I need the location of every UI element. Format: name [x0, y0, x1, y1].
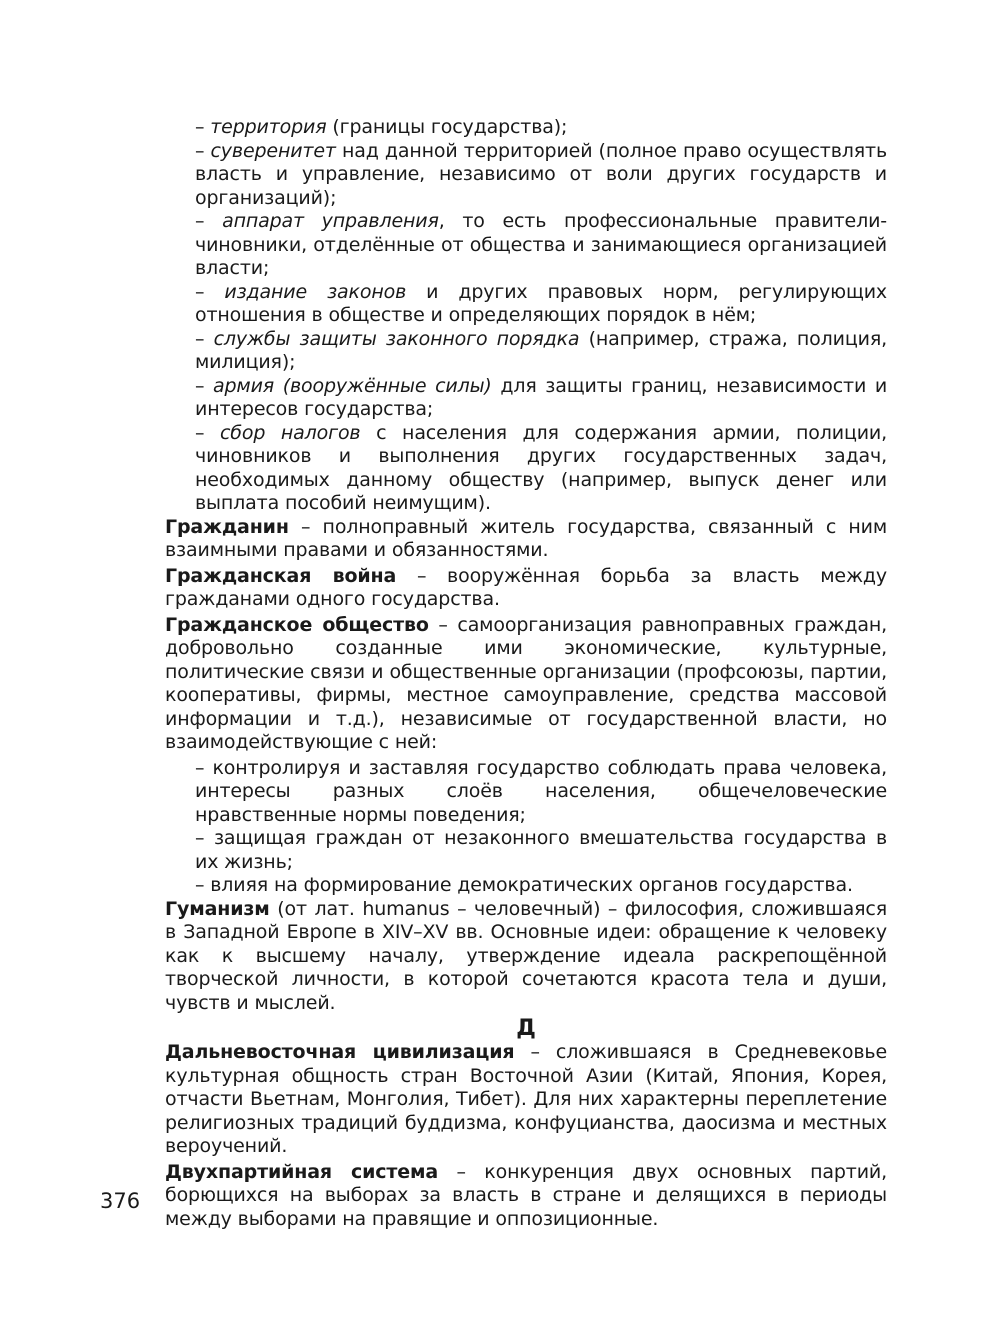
list-item: – влияя на формирование демократических органов государства.	[195, 874, 853, 896]
glossary-entry-grazhdanin	[165, 516, 887, 563]
entry-definition: – самоорганизация равноправных граждан, добровольно созданные ими экономические, культурные, политические связи и общественные организации (профсоюзы, партии, кооперативы, фирмы, местное самоуправление, средства массовой информации и т.д.), независимые от государственной власти, но взаимодействующие с ней:	[165, 613, 887, 753]
glossary-entry-grazhdanskoe-obshchestvo	[165, 614, 887, 755]
list-item: – территория (границы государства);	[195, 116, 568, 138]
entry-term: Двухпартийная система	[165, 1160, 439, 1183]
entry-term: Гуманизм	[165, 897, 270, 920]
list-item-term: сбор налогов	[220, 421, 361, 444]
list-item-term: армия (вооружённые силы)	[213, 374, 492, 397]
list-item-term: аппарат управления	[222, 210, 439, 232]
list-item-term: службы защиты законного порядка	[213, 327, 580, 350]
entry-term: Гражданское общество	[165, 613, 429, 636]
list-item: – сбор налогов с населения для содержания армии, полиции, чиновников и выполнения других государственных задач, необходимых данному обществу (например, выпуск денег или выплата пособий неимущим).	[195, 421, 888, 514]
glossary-entry-dvukhpartiynaya	[165, 1161, 887, 1232]
list-item: – защищая граждан от незаконного вмешательства государства в их жизнь;	[195, 827, 887, 873]
list-item: – службы защиты законного порядка (например, стража, полиция, милиция);	[195, 327, 887, 373]
entry-definition: – конкуренция двух основных партий, борющихся на выборах за власть в стране и делящихся в периоды между выборами на правящие и оппозиционные.	[165, 1160, 887, 1230]
entry-definition: – полноправный житель государства, связанный с ним взаимными правами и обязанностями.	[165, 515, 887, 561]
entry-term: Гражданин	[165, 515, 289, 538]
glossary-text	[165, 116, 887, 1233]
list-item-term: территория	[210, 116, 327, 138]
list-item: – армия (вооружённые силы) для защиты границ, независимости и интересов государства;	[195, 374, 888, 420]
entry-definition: – сложившаяся в Средневековье культурная общность стран Восточной Азии (Китай, Япония, Корея, отчасти Вьетнам, Монголия, Тибет). Для них характерны переплетение религиозных традиций буддизма, конфуцианства, даосизма и местных вероучений.	[165, 1041, 887, 1157]
glossary-entry-grazhdanskaya-voyna	[165, 565, 887, 612]
entry-term: Дальневосточная цивилизация	[165, 1041, 515, 1063]
page-number: 376	[100, 1189, 141, 1213]
list-item: – суверенитет над данной территорией (полное право осуществлять власть и управление, независимо от воли других государств и организаций);	[195, 139, 887, 209]
letter-heading: Д	[516, 1016, 536, 1041]
list-item: – аппарат управления, то есть профессиональные правители-чиновники, отделённые от общества и занимающиеся организацией власти;	[195, 210, 887, 279]
entry-definition: – вооружённая борьба за власть между гражданами одного государства.	[165, 564, 887, 610]
list-item: – издание законов и других правовых норм, регулирующих отношения в обществе и определяющих порядок в нём;	[195, 280, 888, 326]
list-item: – контролируя и заставляя государство соблюдать права человека, интересы разных слоёв населения, общечеловеческие нравственные нормы поведения;	[195, 756, 888, 826]
entry-definition: (от лат. humanus – человечный) – философия, сложившаяся в Западной Европе в XIV–XV вв. Основные идеи: обращение к человеку как к высшему началу, утверждение идеала раскрепощённой творческой личности, в которой сочетаются красота тела и души, чувств и мыслей.	[165, 897, 887, 1014]
entry-term: Гражданская война	[165, 564, 397, 587]
list-item-term: суверенитет	[210, 139, 336, 162]
glossary-entry-dalnevostochnaya	[165, 1041, 887, 1159]
glossary-entry-gumanizm	[165, 898, 887, 1016]
list-item-term: издание законов	[224, 280, 407, 303]
